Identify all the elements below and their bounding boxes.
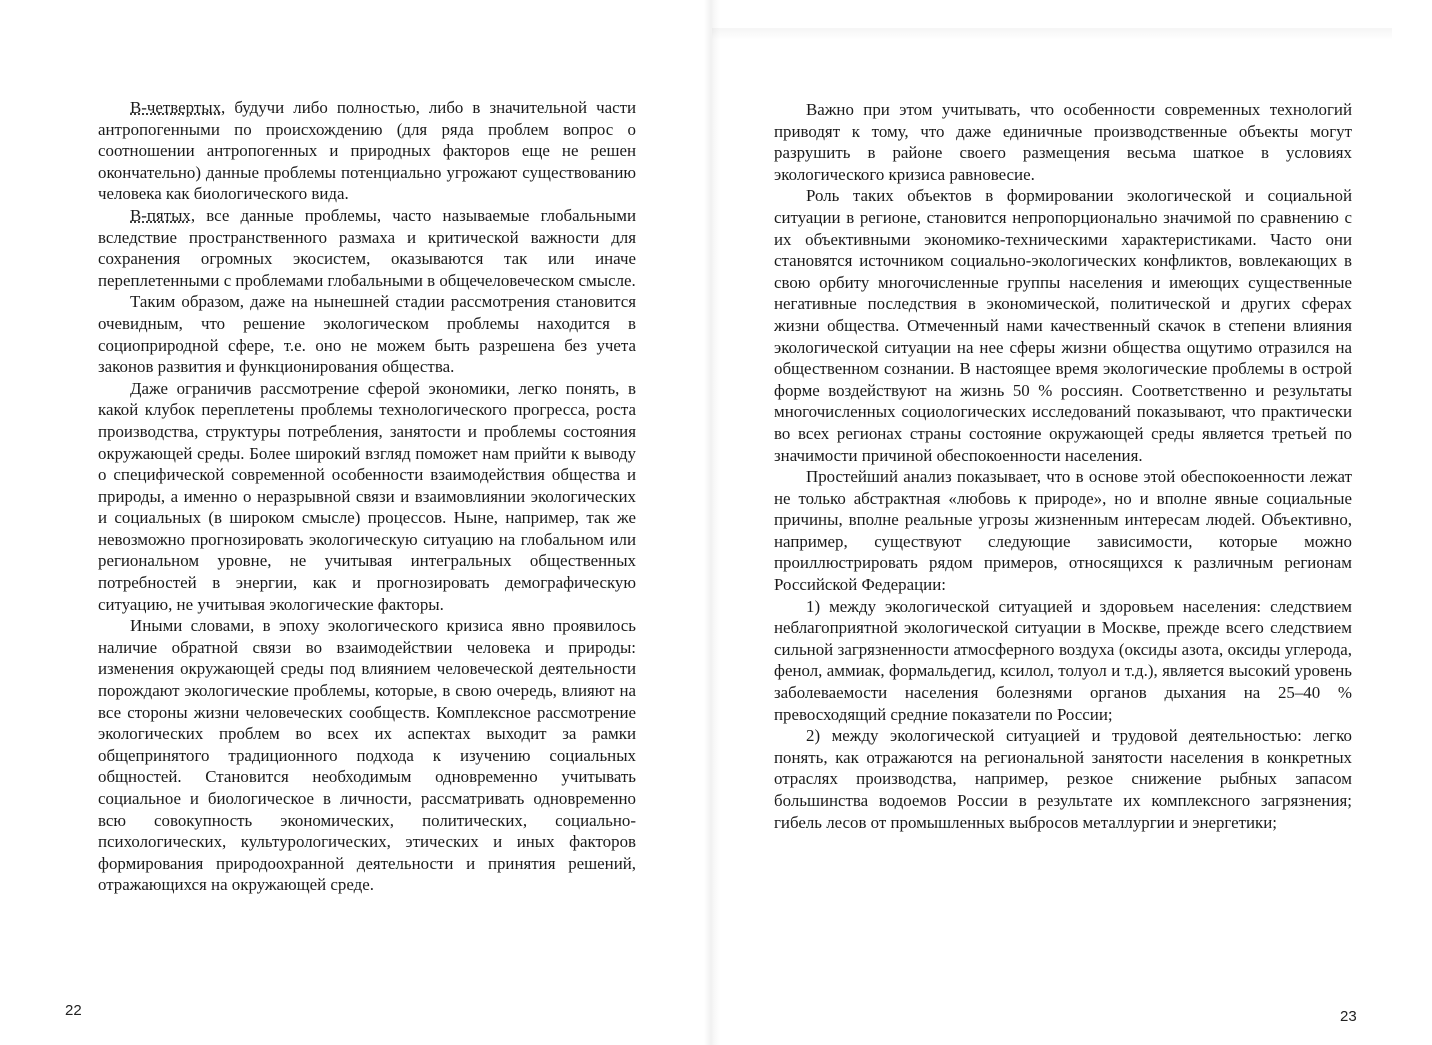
book-gutter [704,0,720,1045]
right-page [712,0,1432,1045]
list-item-health: 1) между экологической ситуацией и здоровьем населения: следствием неблагоприятной экологической ситуации в Москве, прежде всего следствием сильной загрязненности атмосферного воздуха (оксиды азота, оксиды углерода, фенол, аммиак, формальдегид, ксилол, толуол и т.д.), является высокий уровень заболеваемости населения болезнями органов дыхания на 25–40 % превосходящий средние показатели по России; [774,596,1352,724]
paragraph-economy: Даже ограничив рассмотрение сферой экономики, легко понять, в какой клубок переплетены проблемы технологического прогресса, роста производства, структуры потребления, занятости и проблемы состояния окружающей среды. Более широкий взгляд поможет нам прийти к выводу о специфической современной особенности взаимодействия общества и природы, а именно о неразрывной связи и взаимовлиянии экологических и социальных (в широком смысле) процессов. Ныне, например, так же невозможно прогнозировать экологическую ситуацию на глобальном или региональном уровне, не учитывая интегральных общественных потребностей в энергии, как и прогнозировать демографическую ситуацию, не учитывая экологические факторы. [98,378,636,614]
paragraph-lead: В-четвертых [130,98,222,117]
right-page-body [774,99,1352,833]
paragraph-in-other-words: Иными словами, в эпоху экологического кризиса явно проявилось наличие обратной связи во взаимодействии человека и природы: изменения окружающей среды под влиянием человеческой деятельности порождают экологические проблемы, которые, в свою очередь, влияют на все стороны жизни человеческих сообществ. Комплексное рассмотрение экологических проблем во всех их аспектах выходит за рамки общепринятого традиционного подхода к изучению социальных общностей. Становится необходимым одновременно учитывать социальное и биологическое в личности, рассматривать одновременно всю совокупность экономических, политических, социально-психологических, культурологических, этических и иных факторов формирования природоохранной деятельности и принятия решений, отражающихся на окружающей среде. [98,616,636,895]
page-edge-shadow [712,28,1392,40]
paragraph-role-of-objects: Роль таких объектов в формировании экологической и социальной ситуации в регионе, становится непропорционально значимой по сравнению с их объективными экономико-техническими характеристиками. Часто они становятся источником социально-экологических конфликтов, вовлекающих в свою орбиту многочисленные группы населения и имеющих существенные негативные последствия в экономической, политической и других сферах жизни общества. Отмеченный нами качественный скачок в степени влияния экологической ситуации на нее сферы жизни общества ощутимо отразился на общественном сознании. В настоящее время экологические проблемы в острой форме воздействуют на жизнь 50 % россиян. Соответственно и результаты многочисленных социологических исследований показывают, что практически во всех регионах страны состояние окружающей среды является третьей по значимости причиной обеспокоенности населения. [774,186,1352,465]
paragraph-fourthly [98,97,636,205]
paragraph-thus: Таким образом, даже на нынешней стадии рассмотрения становится очевидным, что решение экологическом проблемы находится в социоприродной сфере, т.е. оно не можем быть разрешена без учета законов развития и функционирования общества. [98,292,636,377]
paragraph-technologies: Важно при этом учитывать, что особенности современных технологий приводят к тому, что даже единичные производственные объекты могут разрушить в районе своего размещения весьма шаткое в условиях экологического кризиса равновесие. [774,100,1352,184]
page-number: 22 [65,1002,82,1019]
left-page-body [98,97,636,896]
paragraph-text: , все данные проблемы, часто называемые глобальными вследствие пространственного размаха и критической важности для сохранения огромных экосистем, оказываются так или иначе переплетенными с проблемами глобальными в общечеловеческом смысле. [98,205,636,290]
left-page [0,0,712,1045]
paragraph-fifthly [98,205,636,291]
page-number: 23 [1340,1008,1357,1025]
paragraph-text: , будучи либо полностью, либо в значительной части антропогенными по происхождению (для ряда проблем вопрос о соотношении антропогенных и природных факторов еще не решен окончательно) данные проблемы потенциально угрожают существованию человека как биологического вида. [98,98,636,204]
list-item-labor: 2) между экологической ситуацией и трудовой деятельностью: легко понять, как отражаются на региональной занятости населения в конкретных отраслях производства, например, резкое снижение рыбных запасом большинства водоемов России в результате их комплексного загрязнения; гибель лесов от промышленных выбросов металлургии и энергетики; [774,726,1352,832]
paragraph-lead: В-пятых [130,205,191,225]
paragraph-analysis: Простейший анализ показывает, что в основе этой обеспокоенности лежат не только абстрактная «любовь к природе», но и вполне явные социальные причины, вполне реальные угрозы жизненным интересам людей. Объективно, например, существуют следующие зависимости, которые можно проиллюстрировать рядом примеров, относящихся к различным регионам Российской Федерации: [774,467,1352,595]
